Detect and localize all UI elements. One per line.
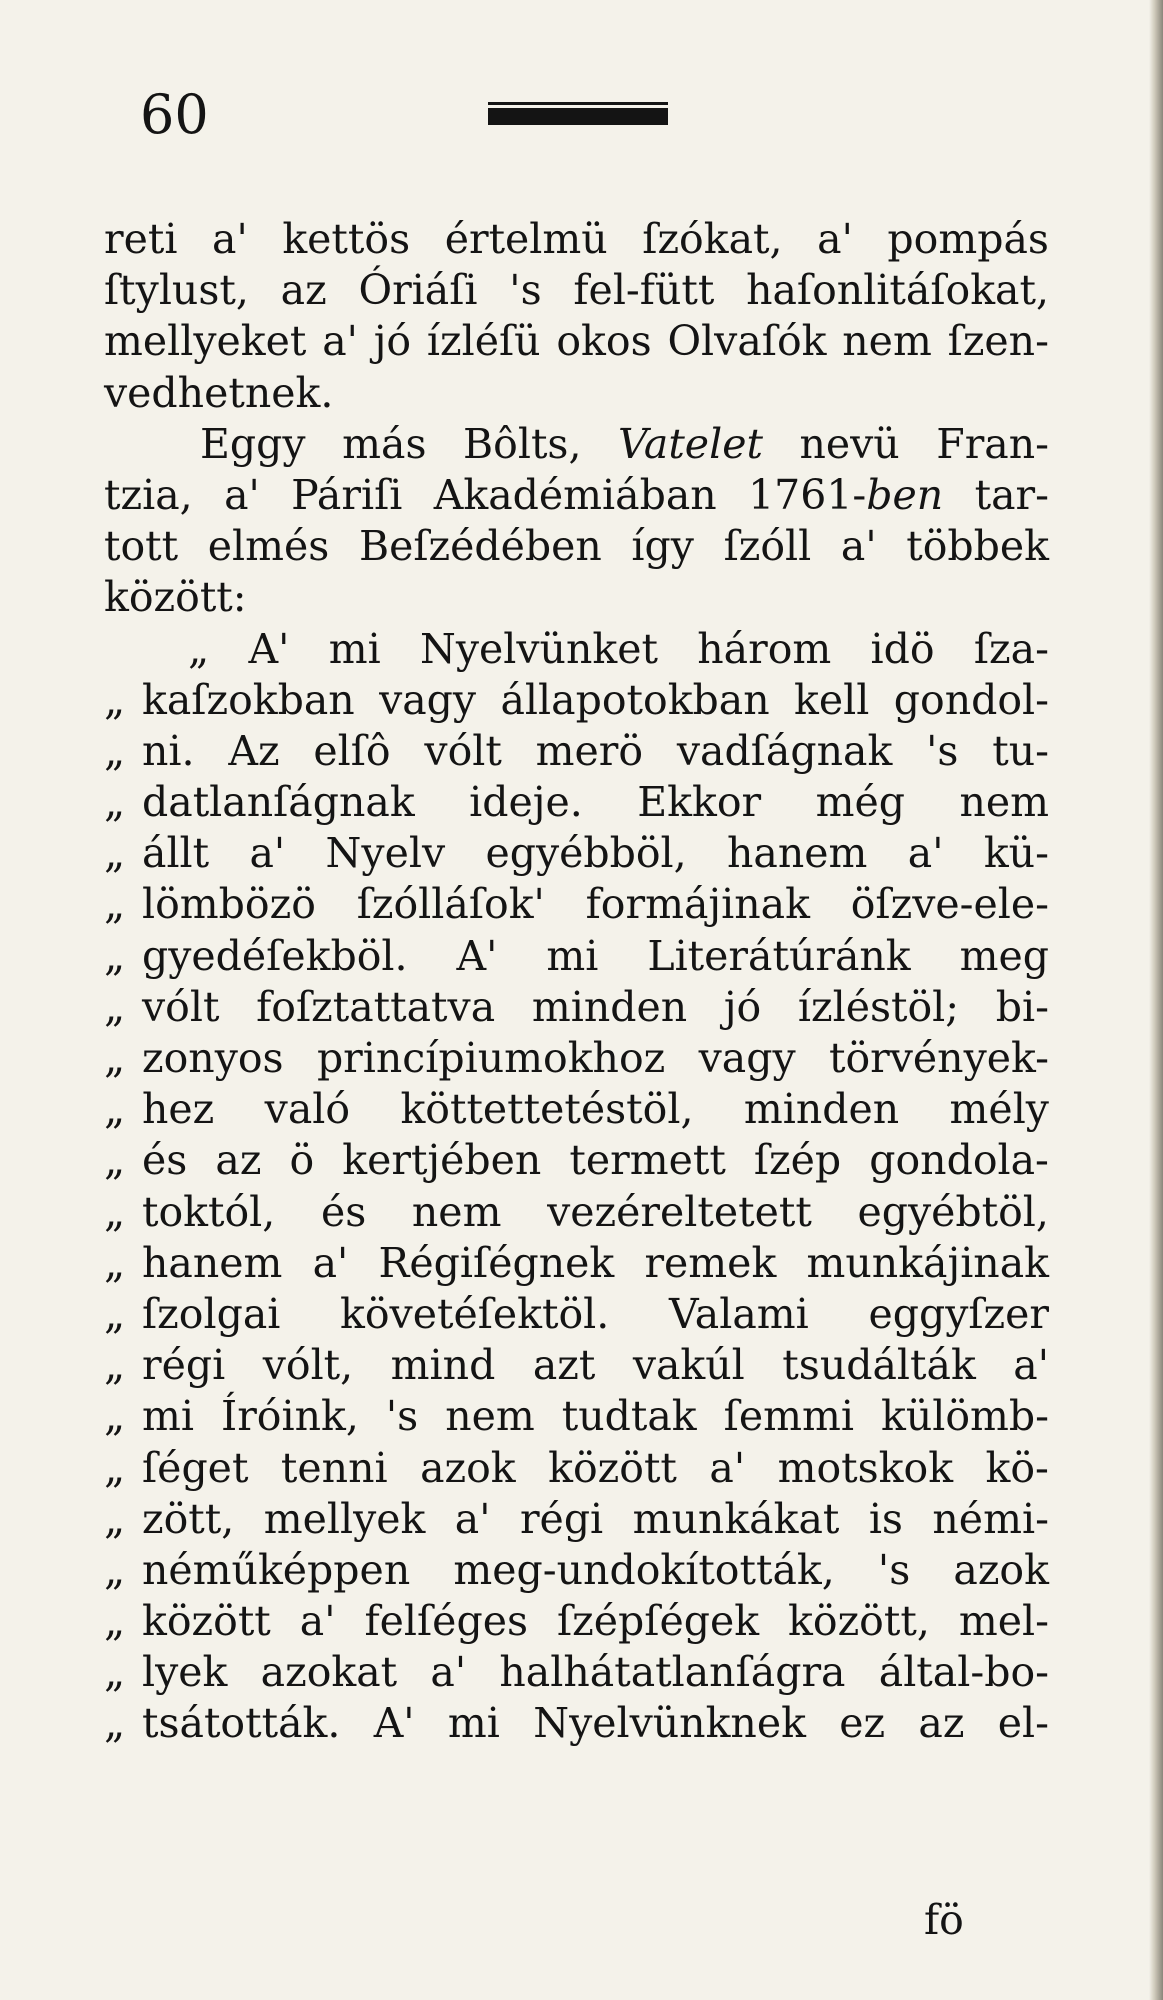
line-text: reti a' kettös értelmü ſzókat, a' pompás — [104, 215, 1049, 263]
line-text: állt a' Nyelv egyébböl, hanem a' kü- — [142, 829, 1049, 878]
line-text: között: — [104, 573, 247, 622]
line-text: néműképpen meg-undokították, 's azok — [142, 1545, 1049, 1594]
quotation-mark: „ — [104, 1699, 126, 1748]
body-text — [104, 214, 1049, 1750]
line-text: tzia, a' Páriſi Akadémiában 1761-ben tar- — [104, 470, 1049, 519]
page-edge-shadow — [1149, 0, 1163, 2000]
line-text: „ A' mi Nyelvünket három idö ſza- — [188, 624, 1049, 673]
line-text: és az ö kertjében termett ſzép gondola- — [142, 1136, 1049, 1185]
text-line — [104, 624, 1049, 675]
line-text: hez való köttettetéstöl, minden mély — [142, 1085, 1049, 1134]
line-text: vólt foſztattatva minden jó ízléstöl; bi- — [142, 982, 1049, 1031]
text-line — [104, 879, 1049, 930]
text-line — [104, 1238, 1049, 1289]
line-text: ni. Az elſô vólt merö vadſágnak 's tu- — [142, 726, 1049, 775]
quotation-mark: „ — [104, 1187, 126, 1236]
quotation-mark: „ — [104, 1545, 126, 1594]
text-line — [104, 1135, 1049, 1186]
quotation-mark: „ — [104, 982, 126, 1031]
line-text: ſtylust, az Óriáſi 's fel-fütt haſonlitáſokat, — [104, 266, 1049, 315]
text-line — [104, 316, 1049, 367]
quotation-mark: „ — [104, 1443, 126, 1492]
text-line — [104, 419, 1049, 470]
text-line — [104, 572, 1049, 623]
quotation-mark: „ — [104, 778, 126, 827]
line-text: régi vólt, mind azt vakúl tsudálták a' — [142, 1341, 1049, 1390]
text-line — [104, 675, 1049, 726]
text-line — [104, 265, 1049, 316]
line-text: lömbözö ſzólláſok' formájinak öſzve-ele- — [142, 880, 1049, 929]
quotation-mark: „ — [104, 675, 126, 724]
text-line — [104, 1545, 1049, 1596]
text-line — [104, 982, 1049, 1033]
line-text: mi Íróink, 's nem tudtak ſemmi külömb- — [142, 1392, 1049, 1441]
line-text: lyek azokat a' halhátatlanſágra által-bo- — [142, 1648, 1049, 1697]
quotation-mark: „ — [104, 1034, 126, 1082]
line-text: ſzolgai követéſektöl. Valami eggyſzer — [142, 1289, 1049, 1338]
line-text: tsátották. A' mi Nyelvünknek ez az el- — [142, 1699, 1049, 1748]
quotation-mark: „ — [104, 1136, 126, 1185]
line-text: datlanſágnak ideje. Ekkor még nem — [142, 778, 1049, 827]
line-text: gyedéſekböl. A' mi Literátúránk meg — [142, 931, 1049, 980]
quotation-mark: „ — [104, 1238, 126, 1287]
quotation-mark: „ — [104, 829, 126, 878]
quotation-mark: „ — [104, 1392, 126, 1441]
quotation-mark: „ — [104, 880, 126, 929]
text-line — [104, 1391, 1049, 1442]
text-line — [104, 726, 1049, 777]
line-text: ſéget tenni azok között a' motskok kö- — [142, 1443, 1049, 1492]
text-line — [104, 1033, 1049, 1084]
line-text: kaſzokban vagy állapotokban kell gondol- — [142, 675, 1049, 724]
quotation-mark: „ — [104, 1494, 126, 1543]
text-line — [104, 931, 1049, 982]
text-line — [104, 777, 1049, 828]
text-line — [104, 368, 1049, 419]
page-number: 60 — [140, 83, 209, 146]
quotation-mark: „ — [104, 1085, 126, 1134]
text-line — [104, 521, 1049, 572]
text-line — [104, 1289, 1049, 1340]
line-text: zött, mellyek a' régi munkákat is némi- — [142, 1494, 1049, 1543]
quotation-mark: „ — [104, 1289, 126, 1338]
line-text: vedhetnek. — [104, 368, 334, 417]
catchword: fö — [924, 1896, 964, 1944]
text-line — [104, 1647, 1049, 1698]
text-line — [104, 1494, 1049, 1545]
text-line — [104, 828, 1049, 879]
text-line — [104, 1340, 1049, 1391]
text-line — [104, 1443, 1049, 1494]
line-text: tott elmés Beſzédében így ſzóll a' többek — [104, 522, 1049, 571]
line-text: mellyeket a' jó ízléſü okos Olvaſók nem ſzen- — [104, 317, 1049, 366]
text-line — [104, 1084, 1049, 1135]
quotation-mark: „ — [104, 1341, 126, 1390]
line-text: Eggy más Bôlts, Vatelet nevü Fran- — [200, 419, 1049, 468]
text-line — [104, 214, 1049, 265]
text-line — [104, 1187, 1049, 1238]
text-line — [104, 1596, 1049, 1647]
quotation-mark: „ — [104, 931, 126, 980]
text-line — [104, 470, 1049, 521]
line-text: toktól, és nem vezéreltetett egyébtöl, — [142, 1187, 1049, 1236]
quotation-mark: „ — [104, 726, 126, 775]
line-text: zonyos princípiumokhoz vagy törvények- — [142, 1034, 1049, 1082]
quotation-mark: „ — [104, 1597, 126, 1646]
quotation-mark: „ — [104, 1648, 126, 1697]
line-text: között a' felſéges ſzépſégek között, mel- — [142, 1597, 1049, 1646]
text-line — [104, 1698, 1049, 1749]
line-text: hanem a' Régiſégnek remek munkájinak — [142, 1238, 1049, 1287]
header-rule — [488, 108, 668, 125]
